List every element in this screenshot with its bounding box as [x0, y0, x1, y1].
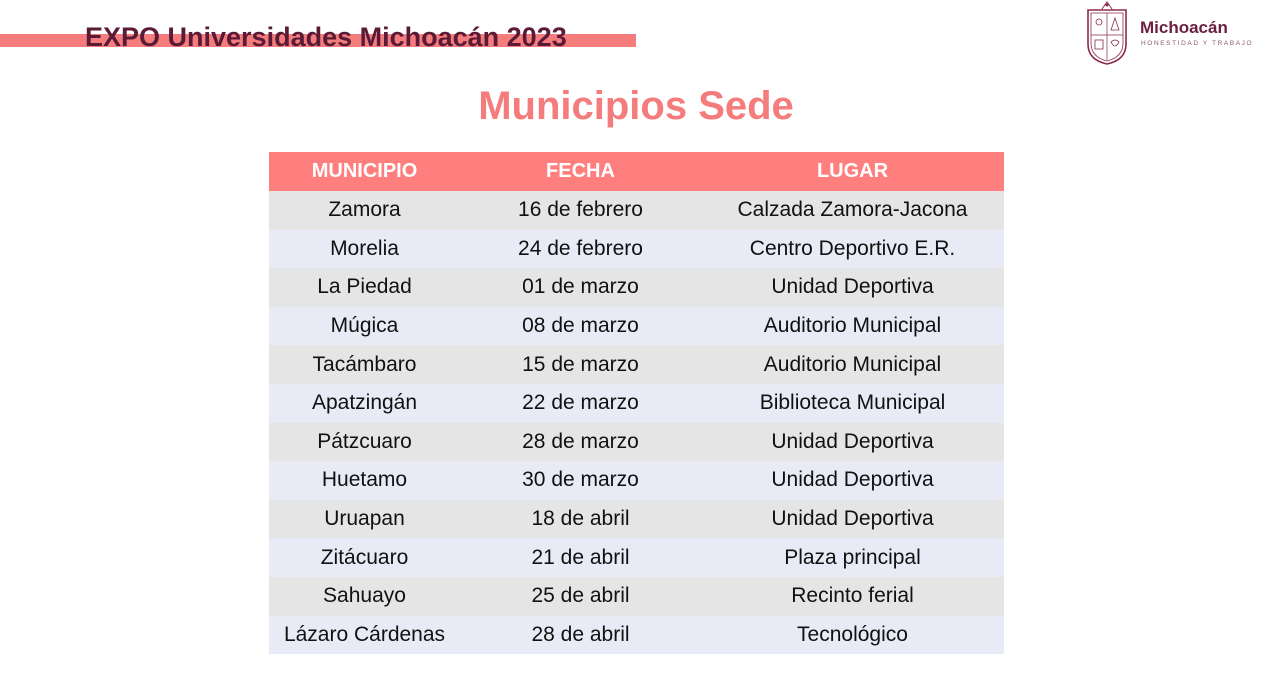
cell-lugar: Tecnológico: [701, 616, 1004, 655]
cell-fecha: 28 de abril: [460, 616, 701, 655]
table-row: [269, 345, 1004, 384]
cell-fecha: 01 de marzo: [460, 268, 701, 307]
cell-municipio: La Piedad: [269, 268, 460, 307]
cell-lugar: Centro Deportivo E.R.: [701, 230, 1004, 269]
cell-fecha: 15 de marzo: [460, 345, 701, 384]
column-header-lugar: LUGAR: [701, 152, 1004, 191]
cell-lugar: Plaza principal: [701, 538, 1004, 577]
cell-fecha: 25 de abril: [460, 577, 701, 616]
table-row: [269, 423, 1004, 462]
cell-municipio: Sahuayo: [269, 577, 460, 616]
michoacan-coat-of-arms-icon: [1084, 0, 1130, 66]
cell-lugar: Unidad Deportiva: [701, 461, 1004, 500]
table-row: [269, 191, 1004, 230]
table-row: [269, 384, 1004, 423]
cell-lugar: Biblioteca Municipal: [701, 384, 1004, 423]
cell-municipio: Zitácuaro: [269, 538, 460, 577]
cell-lugar: Unidad Deportiva: [701, 500, 1004, 539]
table-row: [269, 616, 1004, 655]
page-title: Municipios Sede: [478, 84, 794, 128]
logo-slogan: HONESTIDAD Y TRABAJO: [1141, 40, 1254, 47]
cell-fecha: 22 de marzo: [460, 384, 701, 423]
column-header-fecha: FECHA: [460, 152, 701, 191]
cell-fecha: 16 de febrero: [460, 191, 701, 230]
cell-municipio: Pátzcuaro: [269, 423, 460, 462]
table-row: [269, 268, 1004, 307]
venues-table-container: [269, 152, 1004, 654]
table-row: [269, 500, 1004, 539]
cell-municipio: Zamora: [269, 191, 460, 230]
cell-fecha: 18 de abril: [460, 500, 701, 539]
cell-municipio: Lázaro Cárdenas: [269, 616, 460, 655]
cell-municipio: Morelia: [269, 230, 460, 269]
cell-municipio: Múgica: [269, 307, 460, 346]
table-row: [269, 461, 1004, 500]
cell-fecha: 08 de marzo: [460, 307, 701, 346]
cell-fecha: 28 de marzo: [460, 423, 701, 462]
cell-lugar: Unidad Deportiva: [701, 268, 1004, 307]
cell-lugar: Calzada Zamora-Jacona: [701, 191, 1004, 230]
michoacan-logo: [1084, 0, 1254, 68]
cell-lugar: Recinto ferial: [701, 577, 1004, 616]
venues-table: [269, 152, 1004, 654]
cell-municipio: Tacámbaro: [269, 345, 460, 384]
cell-fecha: 30 de marzo: [460, 461, 701, 500]
column-header-municipio: MUNICIPIO: [269, 152, 460, 191]
cell-municipio: Uruapan: [269, 500, 460, 539]
cell-lugar: Auditorio Municipal: [701, 307, 1004, 346]
table-row: [269, 307, 1004, 346]
table-row: [269, 538, 1004, 577]
logo-name: Michoacán: [1140, 18, 1228, 37]
header-title: EXPO Universidades Michoacán 2023: [85, 22, 567, 52]
cell-lugar: Unidad Deportiva: [701, 423, 1004, 462]
cell-municipio: Huetamo: [269, 461, 460, 500]
cell-fecha: 21 de abril: [460, 538, 701, 577]
cell-municipio: Apatzingán: [269, 384, 460, 423]
table-header-row: [269, 152, 1004, 191]
table-row: [269, 577, 1004, 616]
cell-lugar: Auditorio Municipal: [701, 345, 1004, 384]
table-row: [269, 230, 1004, 269]
cell-fecha: 24 de febrero: [460, 230, 701, 269]
